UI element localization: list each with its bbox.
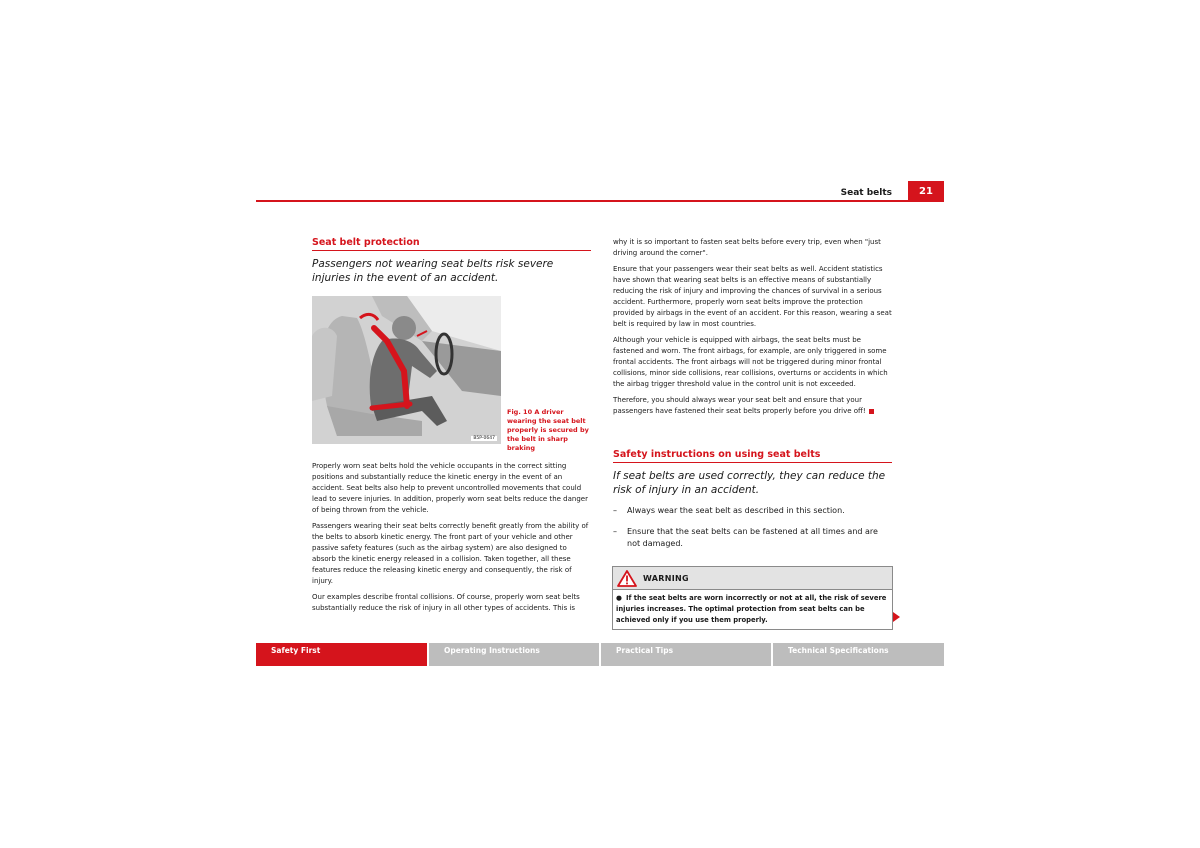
list-item bbox=[613, 526, 892, 551]
figure-caption: Fig. 10 A driver wearing the seat belt properly is secured by the belt in sharp braking bbox=[507, 408, 589, 452]
step-text: Ensure that the seat belts can be fastened at all times and are not damaged. bbox=[627, 526, 878, 548]
header-rule bbox=[256, 200, 944, 202]
continue-arrow-icon bbox=[893, 612, 900, 622]
section-lead: Passengers not wearing seat belts risk severe injuries in the event of an accident. bbox=[312, 258, 554, 284]
driver-illustration bbox=[312, 296, 501, 444]
paragraph-with-end-mark bbox=[613, 395, 892, 417]
warning-label: WARNING bbox=[643, 573, 689, 583]
right-body-text bbox=[613, 237, 892, 422]
figure-driver-seat-belt bbox=[312, 296, 501, 444]
paragraph: Although your vehicle is equipped with airbags, the seat belts must be fastened and worn. The front airbags, for example, are only triggered in some frontal accidents. The front airbags will not be triggered during minor frontal collisions, minor side collisions, rear collisions, overturns or accidents in which the airbag trigger threshold value in the control unit is not exceeded. bbox=[613, 336, 888, 388]
footer-tab-safety-first[interactable]: Safety First bbox=[256, 643, 427, 666]
left-body-text bbox=[312, 461, 591, 619]
paragraph-text: Therefore, you should always wear your seat belt and ensure that your passengers have fastened their seat belts properly before you drive off! bbox=[613, 396, 866, 415]
warning-header bbox=[613, 567, 892, 590]
warning-triangle-icon bbox=[617, 570, 637, 587]
paragraph: Passengers wearing their seat belts correctly benefit greatly from the ability of the belts to absorb kinetic energy. The front part of your vehicle and other passive safety features (such as the airbag system) are also designed to absorb the kinetic energy released in a collision. Taken together, all these features reduce the releasing kinetic energy and consequently, the risk of injury. bbox=[312, 522, 589, 585]
section-lead: If seat belts are used correctly, they can reduce the risk of injury in an accident. bbox=[613, 470, 886, 496]
paragraph: why it is so important to fasten seat belts before every trip, even when "just driving around the corner". bbox=[613, 238, 881, 257]
page-number: 21 bbox=[908, 181, 944, 202]
list-dash: – bbox=[613, 526, 617, 536]
instruction-steps bbox=[613, 505, 892, 559]
section-title-safety-instructions: Safety instructions on using seat belts bbox=[613, 449, 892, 463]
list-dash: – bbox=[613, 506, 617, 515]
paragraph: Ensure that your passengers wear their seat belts as well. Accident statistics have shown that wearing seat belts is an effective means of substantially reducing the risk of injury and improving the chances of survival in a serious accident. Furthermore, properly worn seat belts improve the protection provided by airbags in the event of an accident. For this reason, wearing a seat belt is required by law in most countries. bbox=[613, 265, 892, 328]
warning-body: If the seat belts are worn incorrectly or not at all, the risk of severe injuries increases. The optimal protection from seat belts can be achieved only if you use them properly. bbox=[616, 594, 887, 624]
bullet-icon: ● bbox=[616, 594, 622, 602]
list-item bbox=[613, 505, 892, 518]
footer-tab-practical-tips[interactable]: Practical Tips bbox=[601, 643, 771, 666]
step-text: Always wear the seat belt as described in this section. bbox=[627, 506, 845, 515]
footer-tab-operating-instructions[interactable]: Operating Instructions bbox=[429, 643, 599, 666]
figure-code: B5P-0647 bbox=[473, 436, 495, 441]
page-header-title: Seat belts bbox=[840, 188, 892, 198]
paragraph: Our examples describe frontal collisions. Of course, properly worn seat belts substantially reduce the risk of injury in all other types of accidents. This is bbox=[312, 593, 580, 612]
section-title-seat-belt-protection: Seat belt protection bbox=[312, 237, 591, 251]
paragraph: Properly worn seat belts hold the vehicle occupants in the correct sitting positions and substantially reduce the kinetic energy in the event of an accident. Seat belts also help to prevent uncontrolled movements that could lead to severe injuries. In addition, properly worn seat belts reduce the danger of being thrown from the vehicle. bbox=[312, 462, 588, 514]
section-end-mark bbox=[869, 409, 874, 414]
footer-tab-technical-specifications[interactable]: Technical Specifications bbox=[773, 643, 944, 666]
warning-text bbox=[613, 590, 892, 629]
warning-box bbox=[612, 566, 893, 630]
